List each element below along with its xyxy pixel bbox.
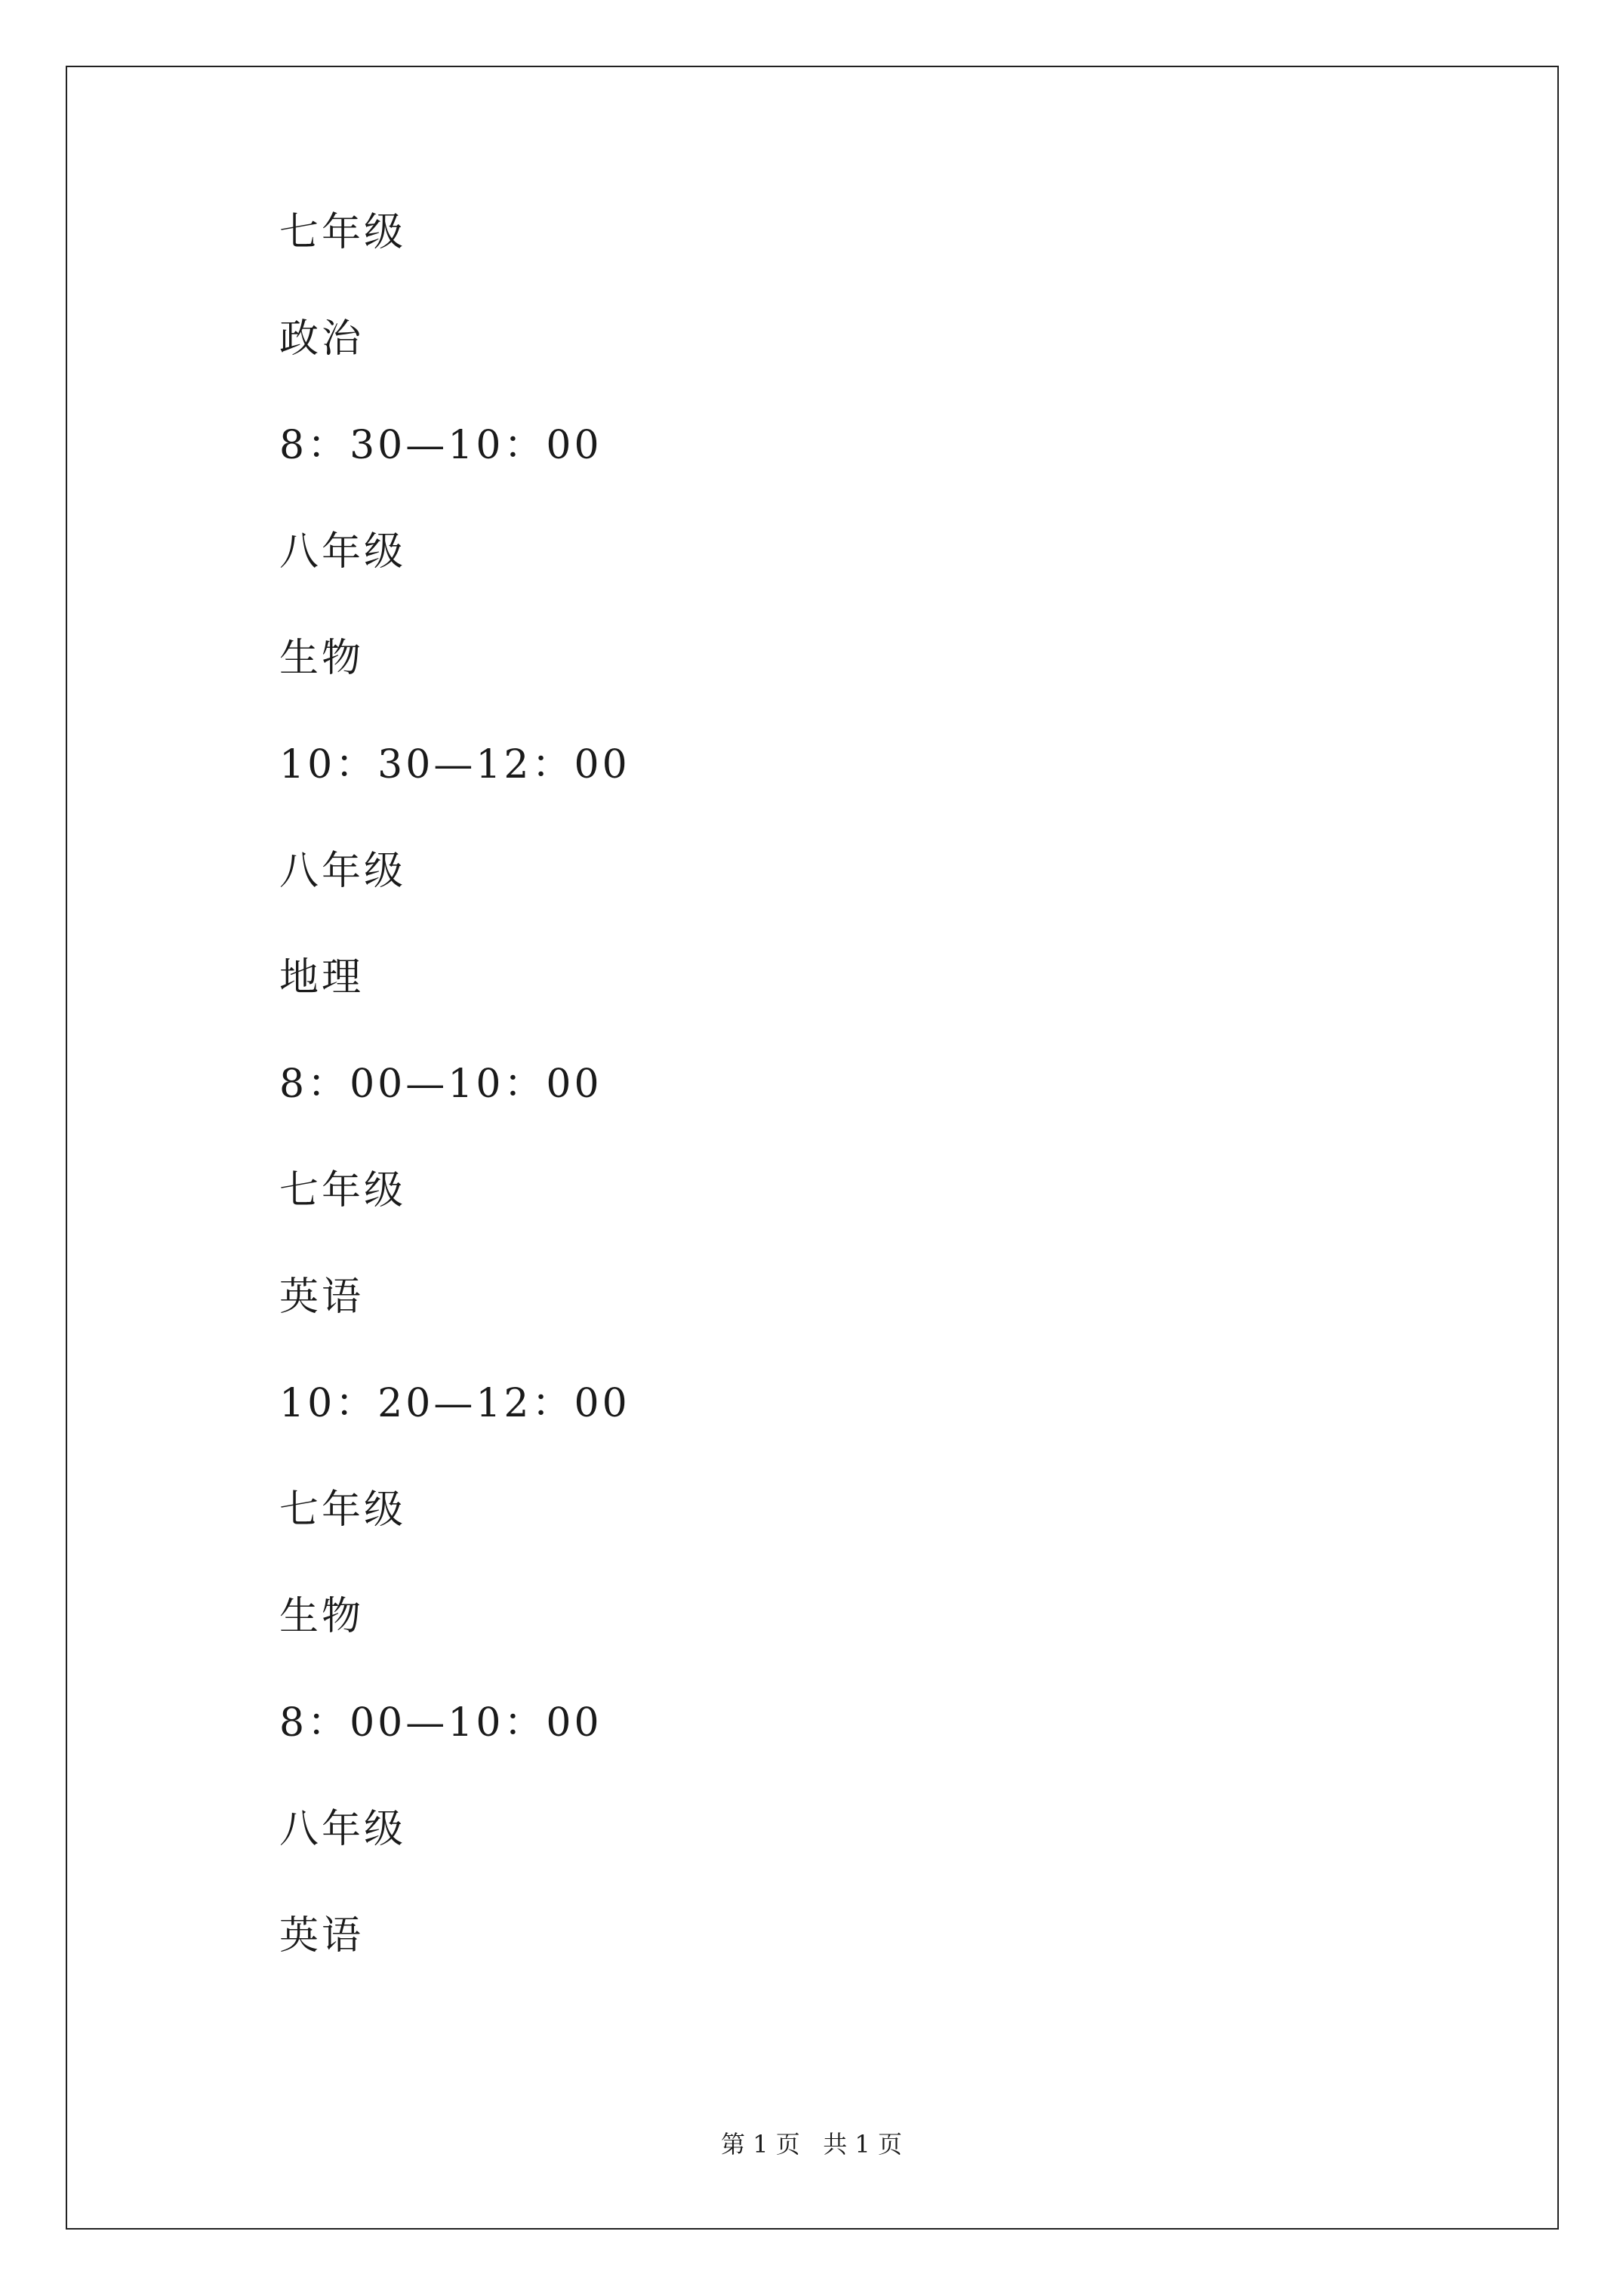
- text-line-subject: 生物: [279, 1594, 365, 1639]
- text-line-time: 10：30—12：00: [279, 742, 630, 787]
- text-line-grade: 八年级: [279, 1807, 407, 1852]
- text-line-subject: 生物: [279, 636, 365, 681]
- text-line-subject: 地理: [279, 955, 365, 1000]
- text-line-grade: 八年级: [279, 849, 407, 894]
- text-line-grade: 七年级: [279, 1487, 407, 1533]
- document-body: [279, 211, 1487, 2021]
- text-line-time: 8：00—10：00: [279, 1700, 602, 1746]
- text-line-grade: 七年级: [279, 210, 407, 255]
- text-line-subject: 英语: [279, 1913, 365, 1959]
- text-line-grade: 八年级: [279, 529, 407, 575]
- text-line-time: 8：30—10：00: [279, 423, 602, 468]
- text-line-subject: 英语: [279, 1274, 365, 1320]
- text-line-grade: 七年级: [279, 1168, 407, 1213]
- page-number-footer: 第 1 页 共 1 页: [721, 2130, 902, 2159]
- text-line-time: 8：00—10：00: [279, 1062, 602, 1107]
- text-line-time: 10：20—12：00: [279, 1381, 630, 1426]
- text-line-subject: 政治: [279, 316, 365, 362]
